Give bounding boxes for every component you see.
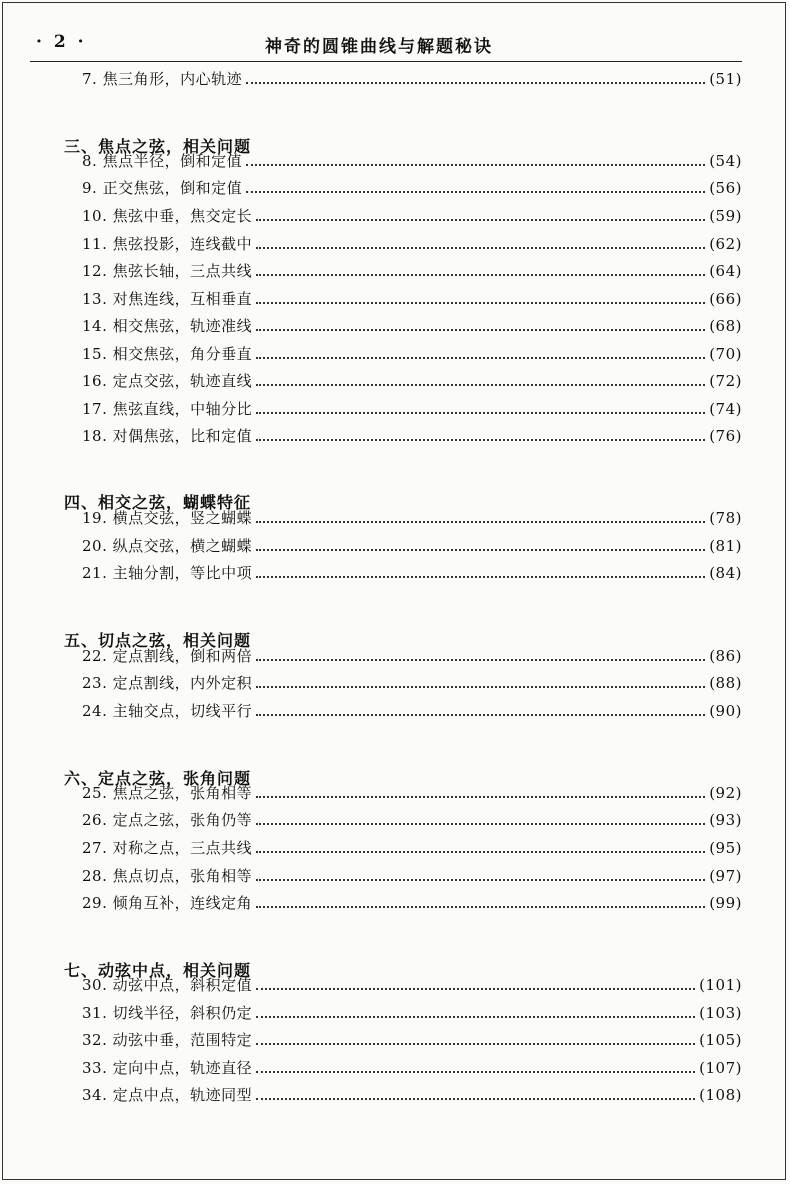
toc-entry [82,68,742,90]
entry-page-number: (81) [709,537,742,555]
dot-leader [256,1065,695,1073]
entry-title: 8. 焦点半径，倒和定值 [82,152,243,170]
toc-entry [82,177,742,199]
entry-title: 24. 主轴交点，切线平行 [82,702,253,720]
dot-leader [256,515,705,523]
entry-title: 11. 焦弦投影，连线截中 [82,235,253,253]
entry-title: 20. 纵点交弦，横之蝴蝶 [82,537,253,555]
toc-entry [82,315,742,337]
entry-title: 34. 定点中点，轨迹同型 [82,1086,253,1104]
dot-leader [256,653,705,661]
toc-entry [82,809,742,831]
dot-leader [256,873,705,881]
entry-title: 22. 定点割线，倒和两倍 [82,647,253,665]
entry-page-number: (101) [699,976,742,994]
entry-page-number: (86) [709,647,742,665]
dot-leader [256,708,705,716]
entry-page-number: (70) [709,345,742,363]
dot-leader [256,241,705,249]
page-number: · 2 · [36,32,87,52]
dot-leader [256,900,705,908]
toc-entry [82,370,742,392]
toc-entry [82,260,742,282]
section-heading: 七、动弦中点，相关问题 [64,961,252,980]
dot-leader [256,406,705,414]
entry-title: 23. 定点割线，内外定积 [82,674,253,692]
entry-page-number: (54) [709,152,742,170]
entry-page-number: (88) [709,674,742,692]
entry-title: 25. 焦点之弦，张角相等 [82,784,253,802]
section-heading: 六、定点之弦，张角问题 [64,769,252,788]
dot-leader [256,433,705,441]
toc-entry [82,562,742,584]
entry-page-number: (68) [709,317,742,335]
dot-leader [256,351,705,359]
entry-page-number: (76) [709,427,742,445]
entry-page-number: (84) [709,564,742,582]
dot-leader [246,76,705,84]
dot-leader [246,185,705,193]
toc-entry [82,343,742,365]
toc-entry [82,1084,742,1106]
toc-entry [82,507,742,529]
entry-title: 15. 相交焦弦，角分垂直 [82,345,253,363]
entry-title: 9. 正交焦弦，倒和定值 [82,179,243,197]
toc-entry [82,672,742,694]
entry-page-number: (90) [709,702,742,720]
toc-entry [82,865,742,887]
entry-page-number: (95) [709,839,742,857]
header-rule [30,61,742,62]
entry-page-number: (103) [699,1004,742,1022]
entry-title: 13. 对焦连线，互相垂直 [82,290,253,308]
entry-title: 27. 对称之点，三点共线 [82,839,253,857]
toc-entry [82,205,742,227]
section-heading: 五、切点之弦，相关问题 [64,631,252,650]
dot-leader [256,845,705,853]
dot-leader [256,323,705,331]
entry-page-number: (108) [699,1086,742,1104]
entry-page-number: (72) [709,372,742,390]
dot-leader [256,790,705,798]
entry-title: 31. 切线半径，斜积仍定 [82,1004,253,1022]
entry-title: 21. 主轴分割，等比中项 [82,564,253,582]
dot-leader [256,268,705,276]
entry-page-number: (56) [709,179,742,197]
entry-page-number: (62) [709,235,742,253]
page-header [30,28,742,58]
entry-title: 19. 横点交弦，竖之蝴蝶 [82,509,253,527]
toc-entry [82,1029,742,1051]
toc-entry [82,233,742,255]
entry-page-number: (92) [709,784,742,802]
section-heading: 四、相交之弦，蝴蝶特征 [64,493,252,512]
toc-entry [82,837,742,859]
entry-page-number: (97) [709,867,742,885]
dot-leader [256,817,705,825]
entry-title: 28. 焦点切点，张角相等 [82,867,253,885]
toc-entry [82,974,742,996]
entry-title: 16. 定点交弦，轨迹直线 [82,372,253,390]
toc-entry [82,782,742,804]
entry-title: 17. 焦弦直线，中轴分比 [82,400,253,418]
dot-leader [256,296,705,304]
dot-leader [256,1037,695,1045]
dot-leader [256,570,705,578]
entry-title: 26. 定点之弦，张角仍等 [82,811,253,829]
toc-entry [82,288,742,310]
entry-title: 12. 焦弦长轴，三点共线 [82,262,253,280]
entry-page-number: (99) [709,894,742,912]
dot-leader [256,213,705,221]
toc-entry [82,398,742,420]
section-heading: 三、焦点之弦，相关问题 [64,137,252,156]
entry-title: 32. 动弦中垂，范围特定 [82,1031,253,1049]
dot-leader [256,680,705,688]
dot-leader [256,378,705,386]
toc-entry [82,645,742,667]
dot-leader [256,1010,695,1018]
entry-page-number: (74) [709,400,742,418]
entry-page-number: (78) [709,509,742,527]
entry-page-number: (105) [699,1031,742,1049]
running-title: 神奇的圆锥曲线与解题秘诀 [265,37,493,57]
entry-title: 29. 倾角互补，连线定角 [82,894,253,912]
toc-entry [82,700,742,722]
toc-entry [82,150,742,172]
toc-entry [82,1002,742,1024]
entry-title: 10. 焦弦中垂，焦交定长 [82,207,253,225]
toc-entry [82,535,742,557]
toc-entry [82,892,742,914]
dot-leader [256,1092,695,1100]
entry-page-number: (51) [709,70,742,88]
entry-page-number: (59) [709,207,742,225]
toc-entry [82,1057,742,1079]
dot-leader [256,543,705,551]
dot-leader [246,158,705,166]
entry-page-number: (107) [699,1059,742,1077]
entry-title: 7. 焦三角形，内心轨迹 [82,70,243,88]
toc-entry [82,425,742,447]
entry-title: 30. 动弦中点，斜积定值 [82,976,253,994]
entry-page-number: (66) [709,290,742,308]
dot-leader [256,982,695,990]
entry-title: 18. 对偶焦弦，比和定值 [82,427,253,445]
entry-page-number: (93) [709,811,742,829]
entry-page-number: (64) [709,262,742,280]
entry-title: 33. 定向中点，轨迹直径 [82,1059,253,1077]
entry-title: 14. 相交焦弦，轨迹准线 [82,317,253,335]
